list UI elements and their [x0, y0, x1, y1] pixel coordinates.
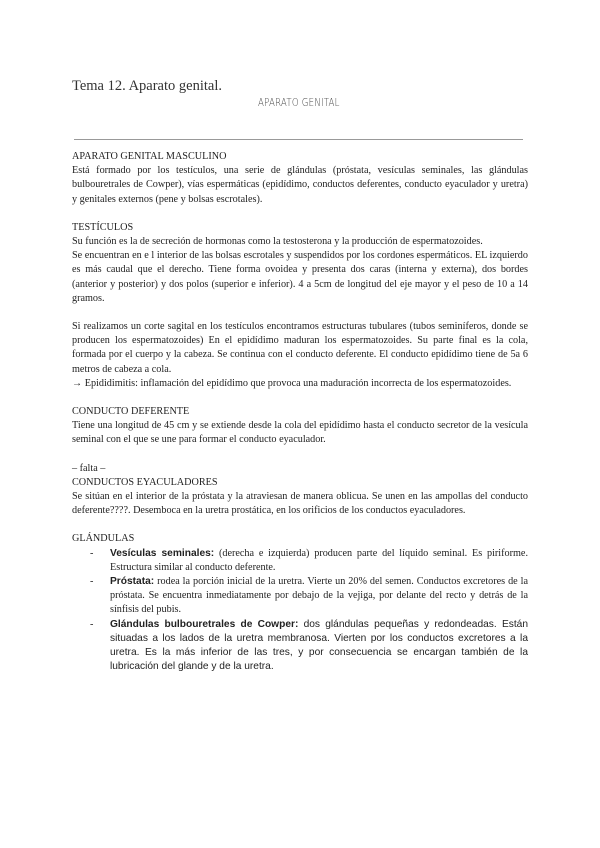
list-item [72, 618, 528, 675]
paragraph-testiculos-corte: Si realizamos un corte sagital en los testículos encontramos estructuras tubulares (tubos seminíferos, donde se producen los espermatozoides) En el epidídimo maduran los espermatozoides. Su parte final es la cola, formada por el cuerpo y la cabeza. Se continua con el conducto deferente. El conducto epidídimo tiene de 5a 6 metros de cabeza a cola. [72, 321, 528, 375]
gland-name: Vesículas seminales: [110, 547, 215, 559]
paragraph-testiculos-funcion: Su función es la de secreción de hormonas como la testosterona y la producción de espermatozoides. [72, 236, 483, 248]
heading-conductos-eyaculadores: CONDUCTOS EYACULADORES [72, 476, 218, 488]
paragraph-aparato-masculino: Está formado por los testículos, una serie de glándulas (próstata, vesículas seminales, las glándulas bulbouretrales de Cowper), vías espermáticas (epidídimo, conductos deferentes, conducto eyaculador y uretra) y genitales externos (pene y bolsas escrotales). [72, 165, 528, 205]
glands-list [72, 547, 528, 675]
gland-description: dos glándulas pequeñas y redondeadas. Están situadas a los lados de la uretra membranosa. Vierten por los conductos excretores a la uretra. Es la más inferior de las tres, y por consecuencia se encargan también de la lubricación del glande y de la uretra. [110, 618, 528, 673]
paragraph-conducto-deferente: Tiene una longitud de 45 cm y se extiende desde la cola del epidídimo hasta el conducto secretor de la vesícula seminal con el que se une para formar el conducto eyaculador. [72, 420, 528, 446]
list-dash: - [90, 547, 94, 559]
page-title: Tema 12. Aparato genital. [72, 78, 222, 94]
gland-description: rodea la porción inicial de la uretra. Vierte un 20% del semen. Conductos excretores de la próstata. Se encuentra inmediatamente por debajo de la vejiga, por delante del recto y detrás de la sínfisis del pubis. [110, 576, 528, 616]
gland-description: (derecha e izquierda) producen parte del líquido seminal. Es piriforme. Estructura similar al conducto deferente. [110, 547, 528, 573]
list-item [72, 575, 528, 618]
list-dash: - [90, 618, 94, 630]
heading-testiculos: TESTÍCULOS [72, 221, 134, 233]
section-banner: APARATO GENITAL [258, 96, 340, 109]
gland-name: Próstata: [110, 576, 155, 588]
paragraph-conductos-eyaculadores: Se sitúan en el interior de la próstata y la atraviesan de manera oblicua. Se unen en las ampollas del conducto deferente????. Desemboca en la uretra prostática, en los orificios de los conductos eyaculadores. [72, 491, 528, 517]
list-item [72, 547, 528, 575]
heading-glandulas: GLÁNDULAS [72, 533, 135, 545]
heading-conducto-deferente: CONDUCTO DEFERENTE [72, 406, 190, 418]
list-dash: - [90, 576, 94, 588]
note-falta: – falta – [72, 462, 106, 474]
paragraph-testiculos-ubicacion: Se encuentran en e l interior de las bolsas escrotales y suspendidos por los cordones espermáticos. EL izquierdo es más caudal que el derecho. Tiene forma ovoidea y presenta dos caras (interna y externa), dos bordes (anterior y posterior) y dos polos (superior e inferior). 4 a 5cm de longitud del eje mayor y el peso de 10 a 14 gramos. [72, 250, 528, 304]
heading-aparato-masculino: APARATO GENITAL MASCULINO [72, 151, 227, 162]
gland-name: Glándulas bulbouretrales de Cowper: [110, 618, 299, 630]
paragraph-epididimitis: → Epididimitis: inflamación del epidídimo que provoca una maduración incorrecta de los espermatozoides. [72, 377, 512, 389]
document-body [72, 150, 528, 675]
divider-line [74, 139, 523, 140]
